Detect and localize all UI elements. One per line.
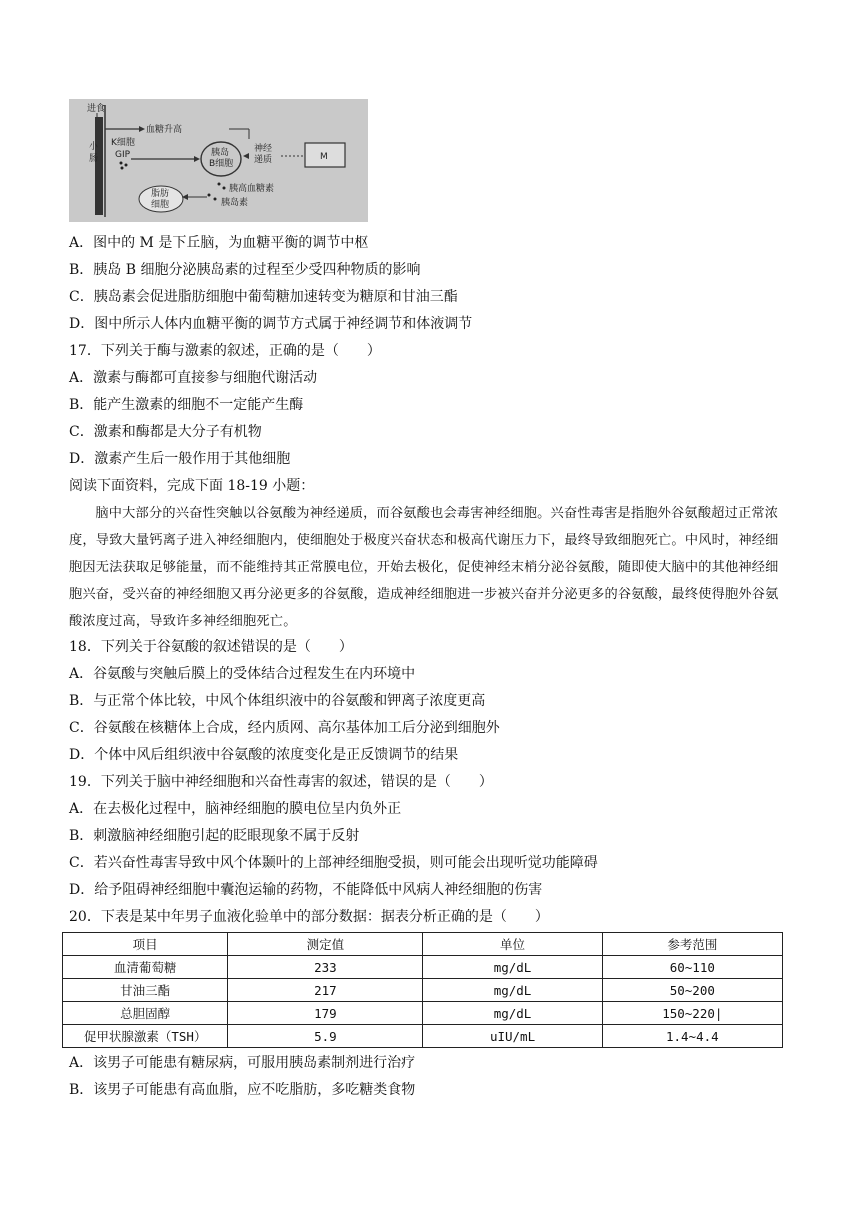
q16-option-c: C．胰岛素会促进脂肪细胞中葡萄糖加速转变为糖原和甘油三酯	[69, 289, 458, 305]
table-row	[63, 956, 783, 979]
q17-stem: 17．下列关于酶与激素的叙述，正确的是（ ）	[69, 343, 381, 359]
label-yidaosu: 胰岛素	[221, 198, 249, 208]
table-row	[63, 979, 783, 1002]
q19-option-d: D．给予阻碍神经细胞中囊泡运输的药物，不能降低中风病人神经细胞的伤害	[69, 882, 543, 898]
q20-option-b: B．该男子可能患有高血脂，应不吃脂肪，多吃糖类食物	[69, 1082, 416, 1098]
q19-option-b: B．刺激脑神经细胞引起的眨眼现象不属于反射	[69, 828, 360, 844]
table-row	[63, 1002, 783, 1025]
label-m: M	[320, 152, 328, 162]
glucose-regulation-figure	[69, 99, 368, 222]
label-k-cell: K细胞	[111, 138, 135, 148]
q18-option-b: B．与正常个体比较，中风个体组织液中的谷氨酸和钾离子浓度更高	[69, 693, 486, 709]
table-cell: 150~220|	[602, 1002, 782, 1025]
label-jinshi: 进食	[87, 104, 106, 114]
q19-option-a: A．在去极化过程中，脑神经细胞的膜电位呈内负外正	[69, 801, 402, 817]
label-zhifang: 脂肪细胞	[151, 189, 170, 210]
table-cell: uIU/mL	[423, 1025, 602, 1048]
table-cell: mg/dL	[423, 1002, 602, 1025]
table-cell: mg/dL	[423, 979, 602, 1002]
label-shenjing: 神经递质	[254, 144, 273, 165]
q20-option-a: A．该男子可能患有糖尿病，可服用胰岛素制剂进行治疗	[69, 1055, 416, 1071]
q19-option-c: C．若兴奋性毒害导致中风个体颞叶的上部神经细胞受损，则可能会出现听觉功能障碍	[69, 855, 598, 871]
table-cell: 血清葡萄糖	[63, 956, 228, 979]
reading-passage: 脑中大部分的兴奋性突触以谷氨酸为神经递质，而谷氨酸也会毒害神经细胞。兴奋性毒害是指胞外谷氨酸超过正常浓度，导致大量钙离子进入神经细胞内，使细胞处于极度兴奋状态和极高代谢压力下，最终导致细胞死亡。中风时，神经细胞因无法获取足够能量，而不能维持其正常膜电位，开始去极化，促使神经末梢分泌谷氨酸，随即使大脑中的其他神经细胞兴奋，受兴奋的神经细胞又再分泌更多的谷氨酸，造成神经细胞进一步被兴奋并分泌更多的谷氨酸，最终使得胞外谷氨酸浓度过高，导致许多神经细胞死亡。	[69, 506, 779, 629]
q20-stem: 20．下表是某中年男子血液化验单中的部分数据：据表分析正确的是（ ）	[69, 909, 549, 925]
blood-test-table	[62, 932, 783, 1048]
table-header: 单位	[423, 933, 602, 956]
table-cell: 促甲状腺激素（TSH）	[63, 1025, 228, 1048]
q16-option-b: B．胰岛 B 细胞分泌胰岛素的过程至少受四种物质的影响	[69, 262, 421, 278]
label-yidao-b: 胰岛 B细胞	[209, 148, 234, 169]
table-cell: 1.4~4.4	[602, 1025, 782, 1048]
label-yigaoxuetang: 胰高血糖素	[229, 184, 275, 194]
q18-option-c: C．谷氨酸在核糖体上合成，经内质网、高尔基体加工后分泌到细胞外	[69, 720, 500, 736]
table-cell: 179	[228, 1002, 423, 1025]
q18-option-a: A．谷氨酸与突触后膜上的受体结合过程发生在内环境中	[69, 666, 416, 682]
q16-option-a: A．图中的 M 是下丘脑，为血糖平衡的调节中枢	[69, 235, 369, 251]
q18-stem: 18．下列关于谷氨酸的叙述错误的是（ ）	[69, 639, 353, 655]
label-gip: GIP	[115, 150, 131, 160]
table-cell: 50~200	[602, 979, 782, 1002]
table-cell: 217	[228, 979, 423, 1002]
q17-option-b: B．能产生激素的细胞不一定能产生酶	[69, 397, 304, 413]
table-header: 测定值	[228, 933, 423, 956]
label-xiaochang: 小肠	[89, 142, 99, 164]
table-cell: mg/dL	[423, 956, 602, 979]
q17-option-a: A．激素与酶都可直接参与细胞代谢活动	[69, 370, 318, 386]
table-header: 参考范围	[602, 933, 782, 956]
reading-intro: 阅读下面资料，完成下面 18-19 小题：	[69, 478, 315, 494]
table-cell: 总胆固醇	[63, 1002, 228, 1025]
table-cell: 5.9	[228, 1025, 423, 1048]
table-cell: 233	[228, 956, 423, 979]
label-xuetang: 血糖升高	[146, 125, 183, 135]
table-cell: 甘油三酯	[63, 979, 228, 1002]
table-header-row	[63, 933, 783, 956]
table-header: 项目	[63, 933, 228, 956]
q17-option-c: C．激素和酶都是大分子有机物	[69, 424, 262, 440]
q19-stem: 19．下列关于脑中神经细胞和兴奋性毒害的叙述，错误的是（ ）	[69, 774, 493, 790]
q18-option-d: D．个体中风后组织液中谷氨酸的浓度变化是正反馈调节的结果	[69, 747, 459, 763]
table-cell: 60~110	[602, 956, 782, 979]
q17-option-d: D．激素产生后一般作用于其他细胞	[69, 451, 291, 467]
table-row	[63, 1025, 783, 1048]
q16-option-d: D．图中所示人体内血糖平衡的调节方式属于神经调节和体液调节	[69, 316, 473, 332]
